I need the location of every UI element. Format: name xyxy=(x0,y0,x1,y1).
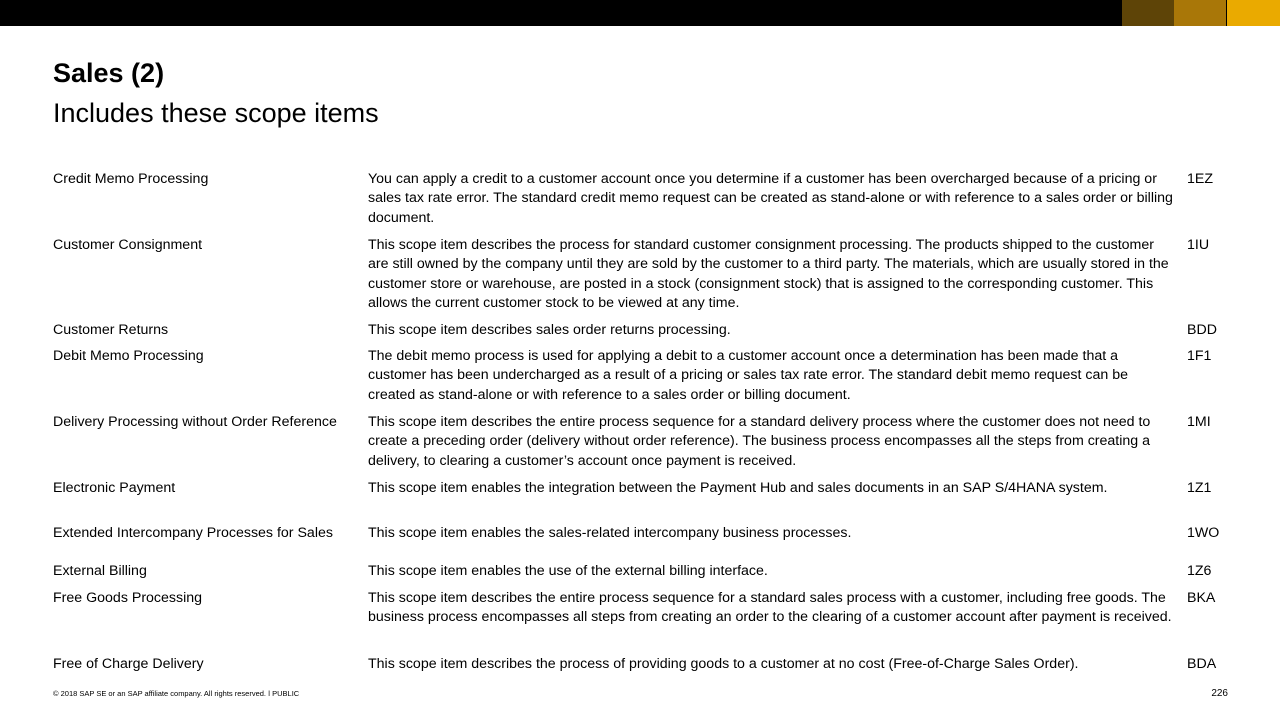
scope-items-table xyxy=(53,170,1233,675)
scope-item-description: This scope item describes the entire process sequence for a standard delivery process where the customer does not need to create a preceding order (delivery without order reference). The business process encompasses all the steps from creating a delivery, to clearing a customer’s account once payment is received. xyxy=(368,414,1151,469)
scope-item-id: 1EZ xyxy=(1187,171,1214,187)
scope-item-id: BKA xyxy=(1187,590,1216,606)
top-bar xyxy=(0,0,1280,26)
scope-item-name: External Billing xyxy=(53,563,147,579)
page-number: 226 xyxy=(1211,688,1228,699)
scope-item-name: Extended Intercompany Processes for Sales xyxy=(53,525,333,541)
scope-item-name: Customer Consignment xyxy=(53,237,203,253)
scope-item-name: Free of Charge Delivery xyxy=(53,656,204,672)
table-row xyxy=(53,413,1233,479)
scope-item-id: 1WO xyxy=(1187,525,1220,541)
table-row xyxy=(53,321,1233,347)
table-row xyxy=(53,347,1233,413)
table-row xyxy=(53,524,1233,562)
table-row xyxy=(53,562,1233,589)
scope-item-id: 1F1 xyxy=(1187,348,1212,364)
scope-item-name: Electronic Payment xyxy=(53,480,176,496)
brand-swatch-dark xyxy=(1122,0,1174,26)
scope-item-name: Credit Memo Processing xyxy=(53,171,209,187)
scope-item-description: This scope item describes the entire process sequence for a standard sales process with a customer, including free goods. The business process encompasses all steps from creating an order to the clearing of a customer account after payment is received. xyxy=(368,590,1172,626)
scope-item-id: BDA xyxy=(1187,656,1217,672)
scope-item-description: This scope item describes sales order returns processing. xyxy=(368,322,731,338)
scope-item-name: Free Goods Processing xyxy=(53,590,203,606)
scope-item-id: 1MI xyxy=(1187,414,1211,430)
page-title: Sales (2) xyxy=(53,58,165,88)
copyright-notice: © 2018 SAP SE or an SAP affiliate company. All rights reserved. ǀ PUBLIC xyxy=(53,689,300,698)
table-row xyxy=(53,170,1233,236)
table-row xyxy=(53,655,1233,675)
scope-item-id: 1Z1 xyxy=(1187,480,1212,496)
scope-item-name: Delivery Processing without Order Reference xyxy=(53,414,337,430)
scope-item-id: 1Z6 xyxy=(1187,563,1212,579)
brand-swatch-light xyxy=(1227,0,1280,26)
scope-item-description: This scope item enables the sales-related intercompany business processes. xyxy=(368,525,852,541)
table-row xyxy=(53,589,1233,655)
scope-item-description: You can apply a credit to a customer account once you determine if a customer has been overcharged because of a pricing or sales tax rate error. The standard credit memo request can be created as stand-alone or with reference to a sales order or billing document. xyxy=(368,171,1173,226)
scope-item-description: This scope item describes the process of providing goods to a customer at no cost (Free-of-Charge Sales Order). xyxy=(368,656,1079,672)
table-row xyxy=(53,479,1233,524)
scope-item-description: This scope item enables the use of the external billing interface. xyxy=(368,563,768,579)
brand-swatch-medium xyxy=(1174,0,1226,26)
scope-item-description: This scope item enables the integration between the Payment Hub and sales documents in an SAP S/4HANA system. xyxy=(368,480,1108,496)
scope-item-description: This scope item describes the process for standard customer consignment processing. The products shipped to the customer are still owned by the company until they are sold by the customer to a third party. The materials, which are usually stored in the customer store or warehouse, are posted in a stock (consignment stock) that is assigned to the corresponding customer. This allows the current customer stock to be viewed at any time. xyxy=(368,237,1169,311)
scope-item-id: BDD xyxy=(1187,322,1217,338)
page-subtitle: Includes these scope items xyxy=(53,98,379,128)
scope-item-name: Customer Returns xyxy=(53,322,169,338)
scope-item-name: Debit Memo Processing xyxy=(53,348,204,364)
table-row xyxy=(53,236,1233,321)
scope-item-id: 1IU xyxy=(1187,237,1210,253)
scope-item-description: The debit memo process is used for applying a debit to a customer account once a determination has been made that a customer has been undercharged as a result of a pricing or sales tax rate error. The standard debit memo request can be created as stand-alone or with reference to a sales order or billing document. xyxy=(368,348,1128,403)
